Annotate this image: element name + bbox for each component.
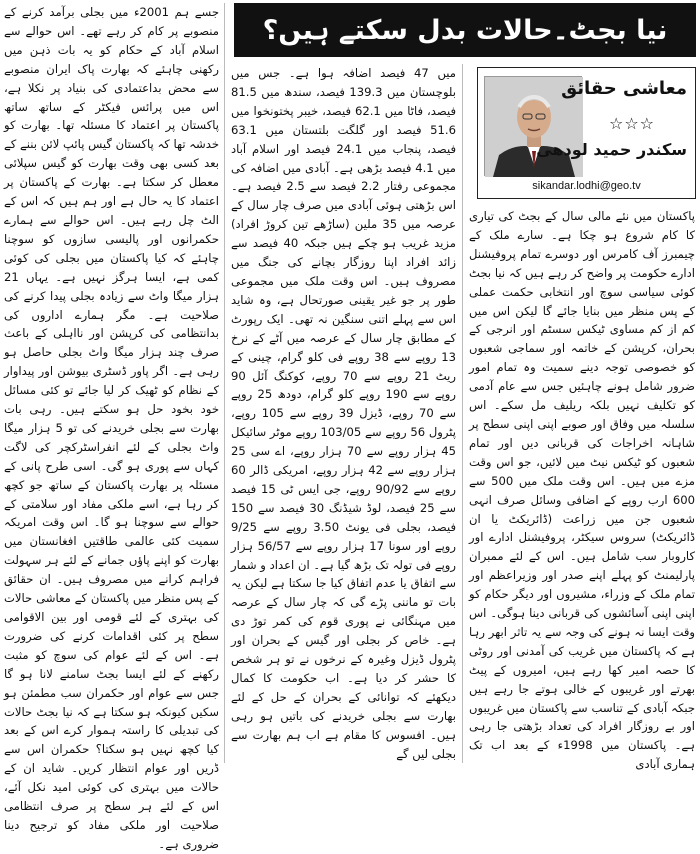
article-column-right xyxy=(469,207,696,772)
column-divider xyxy=(224,3,225,763)
rating-stars-icon: ☆☆☆ xyxy=(608,114,655,133)
author-name: سکندر حمید لودھی xyxy=(536,140,687,159)
article-column-left xyxy=(4,3,220,851)
article-text: پاکستان میں نئے مالی سال کے بجٹ کی تیاری کا کام شروع ہو چکا ہے۔ سارے ملک کے چیمبرز آف کامرس اور دوسرے تمام پروفیشنل ادارے حکومت پر واضح کر رہے ہیں کہ نیا بجٹ کوئی سیاسی سوچ اور انتخابی حکمت عملی کے پس منظر میں بنایا جائے گا لیکن اس میں کم از کم مساوی ٹیکس سسٹم اور انرجی کے بحران، کرپشن کے خاتمہ اور سماجی شعبوں کو خصوصی توجہ دینے سمیت وہ تمام امور ضرور شامل ہونے چاہئیں جس سے عام آدمی کو تکلیف نہیں بلکہ ریلیف مل سکے۔ اس سلسلہ میں وفاق اور صوبے اپنی اپنی سطح پر شاہانہ اخراجات کی قربانی دیں اور تمام شعبوں کو ٹیکس نیٹ میں لائیں، جو اس وقت مزے میں ہیں۔ اس وقت ملک میں 500 سے 600 ارب روپے کے اضافی وسائل صرف انہی شعبوں جن میں زراعت (ڈائریکٹ یا ان ڈائریکٹ) سروس سیکٹر، پروفیشنل ادارے اور کاروبار سب شامل ہیں۔ اس کے لئے ممبران پارلیمنٹ کو پہلے اپنے صدر اور وزیراعظم اور تمام ملک کے وزراء، مشیروں اور دیگر حکام کو اپنی اپنی آسائشوں کی قربانی دینا ہوگی۔ اس وقت ایسا نہ ہونے کی وجہ سے یہ تاثر ابھر رہا ہے کہ پاکستان میں غریب کی آمدنی اور روٹی کا حصہ امیر کھا رہے ہیں، امیروں کے پیٹ بھرتے اور غریبوں کے خالی ہوتے جا رہے ہیں جبکہ آبادی کے تناسب سے پاکستان میں غریبوں اور بے روزگار افراد کی تعداد بڑھتی جا رہی ہے۔ پاکستان میں 1998ء کے بعد اب تک ہماری آبادی xyxy=(469,209,696,772)
byline-box xyxy=(477,67,696,199)
column-name: معاشی حقائق xyxy=(561,78,687,99)
column-divider xyxy=(462,64,463,763)
article-text: جسے ہم 2001ء میں بجلی برآمد کرنے کے منصوبے پر کام کر رہے تھے۔ اس حوالے سے اسلام آباد کے حکام کو یہ بات ذہن میں رکھنی چاہئے کہ بھارت پاک ایران منصوبے سے محض بداعتمادی کی بنیاد پر نکلا ہے، اس میں پرائس فیکٹر کے ساتھ ساتھ پاکستان پر اعتماد کا مسئلہ تھا۔ بھارت کو خدشہ تھا کہ پاکستان گیس پائپ لائن بننے کے بعد کسی بھی وقت بھارت کو گیس سپلائی معطل کر سکتا ہے۔ بھارت کے پاکستان پر اعتماد کا یہ حال ہے اور ہم ہیں کہ اس کے الٹ چل رہے ہیں۔ اس حوالے سے ہمارے حکمرانوں اور پالیسی سازوں کو سوچنا چاہئے کہ کیا پاکستان میں بجلی کی کوئی کمی ہے، ایسا ہرگز نہیں ہے۔ یہاں 21 ہزار میگا واٹ سے زیادہ بجلی پیدا کرنے کی صلاحیت ہے۔ مگر ہمارے اداروں کی بدانتظامی کی کرپشن اور نااہلی کے باعث صرف چند ہزار میگا واٹ بجلی حاصل ہو رہی ہے۔ اگر پاور ڈسٹری بیوشن اور پیداوار کے نظام کو ٹھیک کر لیا جائے تو کئی مسائل خود بخود حل ہو سکتے ہیں۔ رہی بات بھارت سے بجلی خریدنے کی تو 5 ہزار میگا واٹ بجلی کے لئے انفراسٹرکچر کی لاگت کہاں سے پوری ہو گی۔ اسی طرح پانی کے مسئلہ پر بھارت پاکستان کے ساتھ جو کچھ کر رہا ہے، اسے ملکی مفاد اور سلامتی کے حوالے سے سوچنا ہو گا۔ اس وقت امریکہ سمیت کئی عالمی طاقتیں افغانستان میں بھارت کو اپنے پاؤں جمانے کے لئے ہر سہولت فراہم کرانے میں مصروف ہیں۔ ان حقائق کے پس منظر میں پاکستان کے معاشی حالات کی بہتری کے لئے قومی اور بین الاقوامی سطح پر کئی اقدامات کرنے کی ضرورت ہے۔ اس کے لئے عوام کی سوچ کو مثبت رکھنے کے لئے ایسا بجٹ سامنے لانا ہو گا جس سے عوام اور حکمران سب مطمئن ہو سکیں کیونکہ ہو سکتا ہے کہ نیا بجٹ حالات کی تبدیلی کا راستہ ہموار کرے اس کے بعد کیا کچھ نہیں ہو سکتا؟ حکمران اس سے ڈریں اور عوام انتظار کریں۔ شاید ان کے حالات میں بہتری کی کوئی امید نکل آئے، اس کے لئے ہر سطح پر صرف انتظامی صلاحیت اور ملکی مفاد کو ترجیح دینا ضروری ہے۔ xyxy=(4,5,220,851)
article-text: میں 47 فیصد اضافہ ہوا ہے۔ جس میں بلوچستان میں 139.3 فیصد، سندھ میں 81.5 فیصد، فاٹا میں 62.1 فیصد، خیبر پختونخوا میں 51.6 فیصد اور گلگت بلتستان میں 63.1 فیصد، پنجاب میں 24.1 فیصد اور اسلام آباد میں 4.1 فیصد بڑھی ہے۔ آبادی میں اضافہ کی مجموعی رفتار 2.2 فیصد سے 2.5 فیصد ہے۔ اس بڑھتی ہوئی آبادی میں صرف چار سال کے عرصہ میں 35 ملین (ساڑھے تین کروڑ افراد) مزید غریب ہو چکے ہیں جبکہ 40 فیصد سے زائد افراد اپنا روزگار بچانے کی جنگ میں مصروف ہیں۔ اس وقت ملک میں مجموعی طور پر جو غیر یقینی صورتحال ہے، وہ شاید اس سے پہلے اتنی سنگین نہ تھی۔ ایک رپورٹ کے مطابق چار سال کے عرصہ میں آٹے کے نرخ 13 روپے سے 38 روپے فی کلو گرام، چینی کے ریٹ 21 روپے سے 70 روپے، کوکنگ آئل 90 روپے سے 190 روپے کلو گرام، دودھ 25 روپے سے 70 روپے، ڈیزل 39 روپے سے 105 روپے، پٹرول 56 روپے سے 103/05 روپے موٹر سائیکل 45 ہزار روپے سے 70 ہزار روپے، اے سی 25 ہزار روپے سے 42 ہزار روپے، امریکی ڈالر 60 روپے سے 90/92 روپے، جی ایس ٹی 15 فیصد سے 25 فیصد، لوڈ شیڈنگ 30 فیصد سے 150 فیصد، بجلی فی یونٹ 3.50 روپے سے 9/25 روپے اور سونا 17 ہزار روپے سے 56/57 ہزار روپے فی تولہ تک بڑھ گیا ہے۔ ان اعداد و شمار سے اتفاق یا عدم اتفاق کیا جا سکتا ہے لیکن یہ بات تو ماننی پڑے گی کہ چار سال کے عرصہ میں مہنگائی نے پوری قوم کی کمر توڑ دی ہے۔ خاص کر بجلی اور گیس کے بحران اور پٹرول ڈیزل وغیرہ کے نرخوں نے تو ہر شخص کا حشر کر دیا ہے۔ اب حکومت کا کمال دیکھئے کہ توانائی کے بحران کے حل کے لئے بھارت سے بجلی خریدنے کی باتیں ہو رہی ہیں۔ افسوس کا مقام ہے اب ہم بھارت سے بجلی لیں گے xyxy=(231,66,457,761)
article-column-middle xyxy=(231,64,456,763)
author-email: sikandar.lodhi@geo.tv xyxy=(532,180,641,192)
headline: نیا بجٹ۔حالات بدل سکتے ہیں؟ xyxy=(234,3,696,57)
